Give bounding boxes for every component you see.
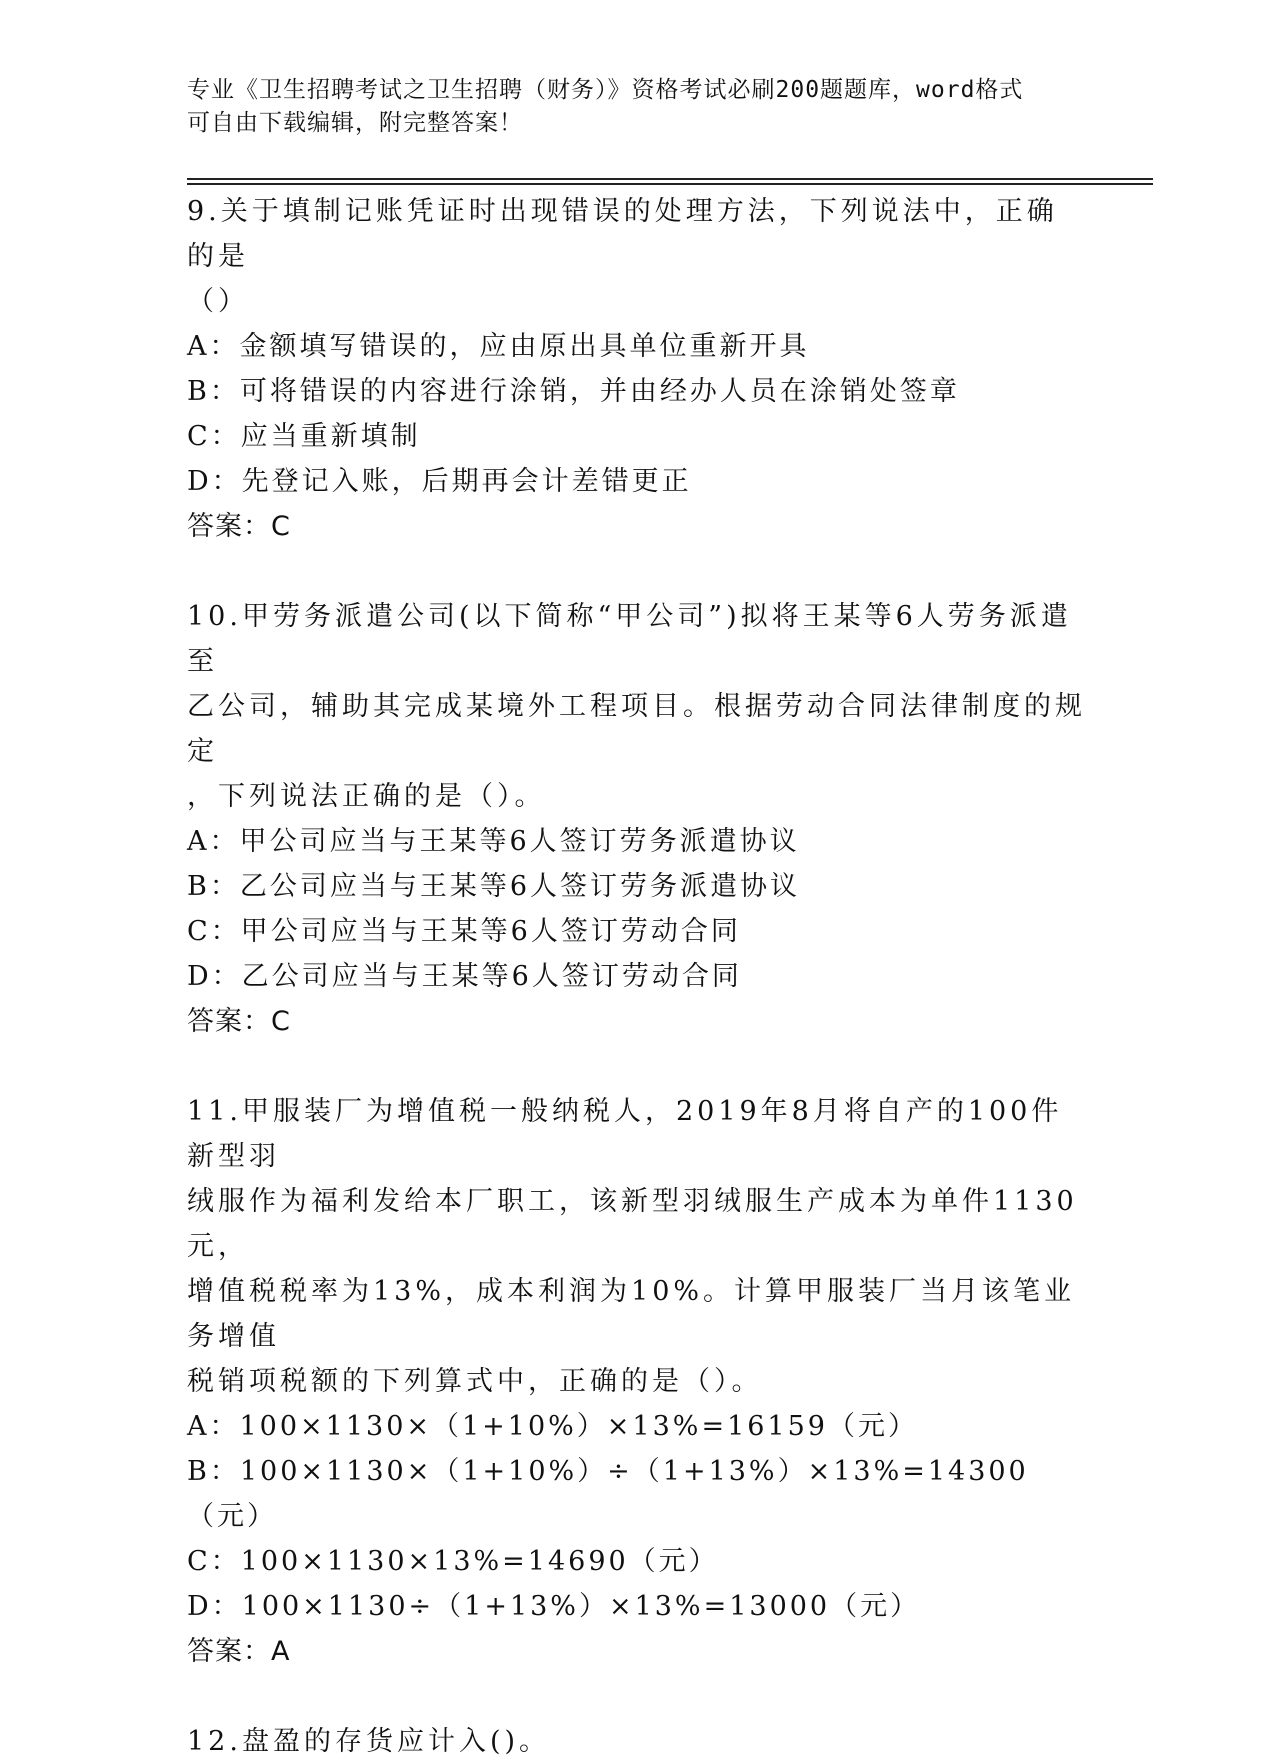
question-list bbox=[187, 189, 1087, 1764]
header-divider-bottom bbox=[187, 183, 1153, 185]
option-b: B：乙公司应当与王某等6人签订劳务派遣协议 bbox=[187, 871, 801, 902]
option-d: D：100×1130÷（1+13%）×13%=13000（元） bbox=[187, 1591, 921, 1622]
answer: 答案：C bbox=[187, 511, 291, 542]
question-text-line: （） bbox=[187, 286, 249, 317]
spacer bbox=[187, 1674, 1087, 1719]
option-a: A：甲公司应当与王某等6人签订劳务派遣协议 bbox=[187, 826, 800, 857]
question-text-line: 10.甲劳务派遣公司(以下简称“甲公司”)拟将王某等6人劳务派遣至 bbox=[187, 601, 1072, 677]
spacer bbox=[187, 1044, 1087, 1089]
header-divider-top bbox=[187, 178, 1153, 180]
question-text-line: 9.关于填制记账凭证时出现错误的处理方法，下列说法中，正确的是 bbox=[187, 196, 1058, 272]
question-text-line: 11.甲服装厂为增值税一般纳税人，2019年8月将自产的100件新型羽 bbox=[187, 1096, 1063, 1172]
option-c: C：100×1130×13%=14690（元） bbox=[187, 1546, 719, 1577]
question-text-line: 乙公司，辅助其完成某境外工程项目。根据劳动合同法律制度的规定 bbox=[187, 691, 1086, 767]
header-line-1: 专业《卫生招聘考试之卫生招聘（财务）》资格考试必刷200题题库，word格式 bbox=[187, 77, 1024, 103]
question-text-line: 增值税税率为13%，成本利润为10%。计算甲服装厂当月该笔业务增值 bbox=[187, 1276, 1076, 1352]
option-c: C：甲公司应当与王某等6人签订劳动合同 bbox=[187, 916, 741, 947]
option-d: D：先登记入账，后期再会计差错更正 bbox=[187, 466, 692, 497]
option-d: D：乙公司应当与王某等6人签订劳动合同 bbox=[187, 961, 742, 992]
spacer bbox=[187, 549, 1087, 594]
question-11 bbox=[187, 1089, 1087, 1674]
question-12 bbox=[187, 1719, 1087, 1764]
question-9 bbox=[187, 189, 1087, 549]
question-text-line: 税销项税额的下列算式中，正确的是（）。 bbox=[187, 1366, 763, 1397]
question-text-line: 12.盘盈的存货应计入()。 bbox=[187, 1726, 551, 1757]
question-text-line: 绒服作为福利发给本厂职工，该新型羽绒服生产成本为单件1130元， bbox=[187, 1186, 1078, 1262]
option-a: A：100×1130×（1+10%）×13%=16159（元） bbox=[187, 1411, 918, 1442]
document-header bbox=[187, 74, 1067, 140]
option-c: C：应当重新填制 bbox=[187, 421, 421, 452]
answer: 答案：C bbox=[187, 1006, 291, 1037]
option-b: B：可将错误的内容进行涂销，并由经办人员在涂销处签章 bbox=[187, 376, 960, 407]
question-text-line: ，下列说法正确的是（）。 bbox=[187, 781, 546, 812]
answer: 答案：A bbox=[187, 1636, 291, 1667]
option-b: B：100×1130×（1+10%）÷（1+13%）×13%=14300（元） bbox=[187, 1456, 1029, 1532]
question-10 bbox=[187, 594, 1087, 1044]
header-line-2: 可自由下载编辑，附完整答案！ bbox=[187, 110, 523, 136]
option-a: A：金额填写错误的，应由原出具单位重新开具 bbox=[187, 331, 810, 362]
